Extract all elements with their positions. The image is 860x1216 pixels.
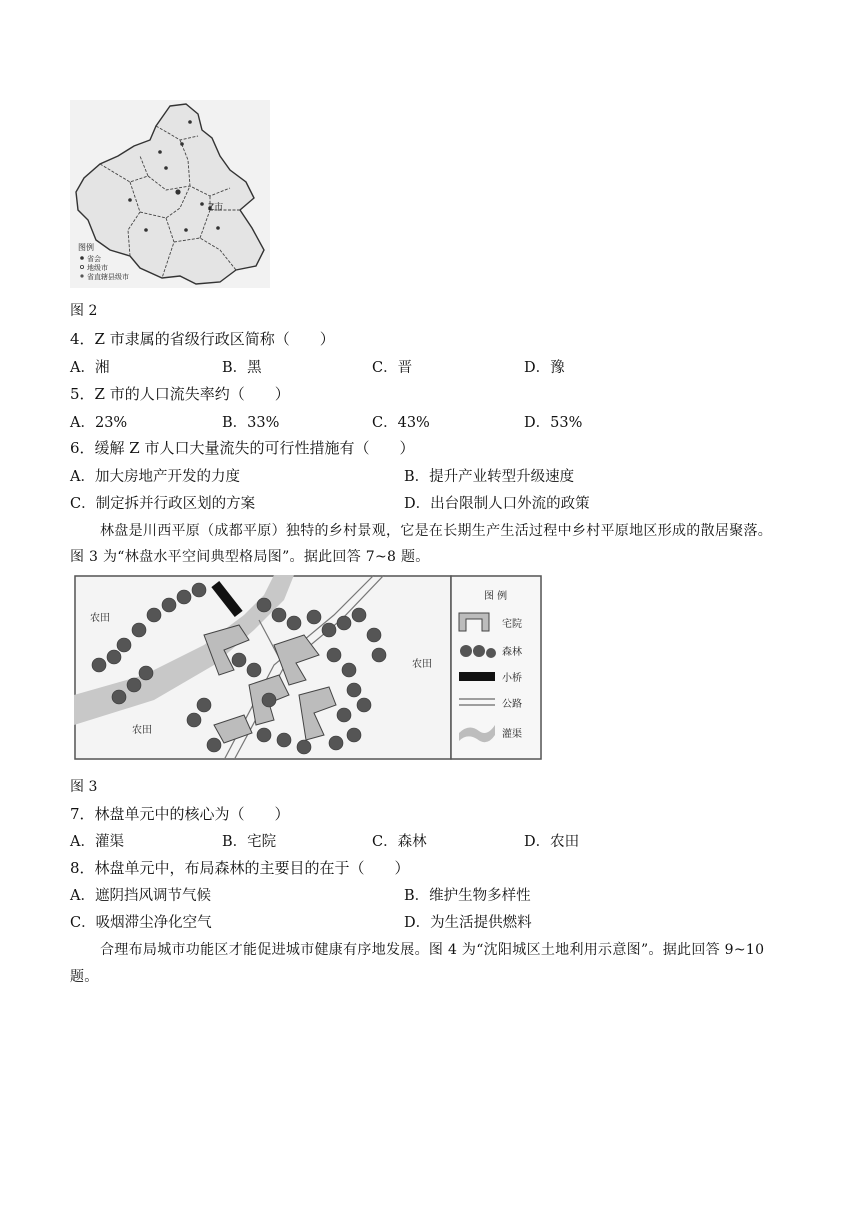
legend-item-county: 省直辖县级市: [87, 273, 129, 281]
figure-2-caption: 图 2: [70, 303, 98, 319]
figure-3-diagram: [74, 575, 542, 760]
legend-road: 公路: [502, 699, 522, 710]
question-5-option-b[interactable]: B．33%: [222, 415, 280, 431]
legend-item-prefecture: 地级市: [87, 264, 108, 272]
passage-2-line-1: 合理布局城市功能区才能促进城市健康有序地发展。图 4 为“沈阳城区土地利用示意图”。据此回答 9~10: [100, 942, 765, 958]
question-6-option-a[interactable]: A．加大房地产开发的力度: [70, 469, 240, 485]
question-8-option-c[interactable]: C．吸烟滞尘净化空气: [70, 915, 212, 931]
legend-bridge: 小桥: [502, 673, 522, 684]
legend-item-capital: 省会: [87, 255, 101, 263]
field-label-1: 农田: [90, 613, 110, 624]
question-6-option-b[interactable]: B．提升产业转型升级速度: [404, 469, 575, 485]
question-8-option-b[interactable]: B．维护生物多样性: [404, 888, 531, 904]
question-6-option-d[interactable]: D．出台限制人口外流的政策: [404, 496, 590, 512]
question-4-option-b[interactable]: B．黑: [222, 360, 262, 376]
field-label-3: 农田: [132, 725, 152, 736]
question-5-option-c[interactable]: C．43%: [372, 415, 430, 431]
passage-1-line-1: 林盘是川西平原（成都平原）独特的乡村景观，它是在长期生产生活过程中乡村平原地区形成的散居聚落。: [100, 523, 773, 539]
question-7-option-a[interactable]: A．灌渠: [70, 834, 124, 850]
question-5-option-d[interactable]: D．53%: [524, 415, 583, 431]
question-7-stem: 7．林盘单元中的核心为（ ）: [70, 805, 290, 823]
question-4-option-a[interactable]: A．湘: [70, 360, 110, 376]
question-4-option-c[interactable]: C．晋: [372, 360, 413, 376]
figure-3-caption: 图 3: [70, 779, 98, 795]
question-8-option-d[interactable]: D．为生活提供燃料: [404, 915, 532, 931]
z-city-label: Z市: [208, 203, 224, 213]
question-5-stem: 5．Z 市的人口流失率约（ ）: [70, 385, 290, 403]
province-map-graphic: [70, 100, 270, 288]
legend-canal: 灌渠: [502, 729, 522, 740]
passage-2-line-2: 题。: [70, 969, 99, 985]
linpan-layout-graphic: [74, 575, 542, 760]
figure3-legend-title: 图 例: [484, 591, 508, 602]
passage-1-line-2: 图 3 为“林盘水平空间典型格局图”。据此回答 7~8 题。: [70, 549, 430, 565]
legend-house: 宅院: [502, 619, 522, 630]
question-8-stem: 8．林盘单元中，布局森林的主要目的在于（ ）: [70, 859, 410, 877]
question-7-option-c[interactable]: C．森林: [372, 834, 427, 850]
question-7-option-d[interactable]: D．农田: [524, 834, 580, 850]
question-5-option-a[interactable]: A．23%: [70, 415, 128, 431]
legend-title: 图例: [78, 243, 94, 252]
question-6-stem: 6．缓解 Z 市人口大量流失的可行性措施有（ ）: [70, 439, 415, 457]
figure-2-map: [70, 100, 270, 288]
question-6-option-c[interactable]: C．制定拆并行政区划的方案: [70, 496, 256, 512]
question-4-stem: 4．Z 市隶属的省级行政区简称（ ）: [70, 330, 335, 348]
question-4-option-d[interactable]: D．豫: [524, 360, 565, 376]
legend-forest: 森林: [502, 647, 522, 658]
question-8-option-a[interactable]: A．遮阴挡风调节气候: [70, 888, 211, 904]
field-label-2: 农田: [412, 659, 432, 670]
question-7-option-b[interactable]: B．宅院: [222, 834, 277, 850]
